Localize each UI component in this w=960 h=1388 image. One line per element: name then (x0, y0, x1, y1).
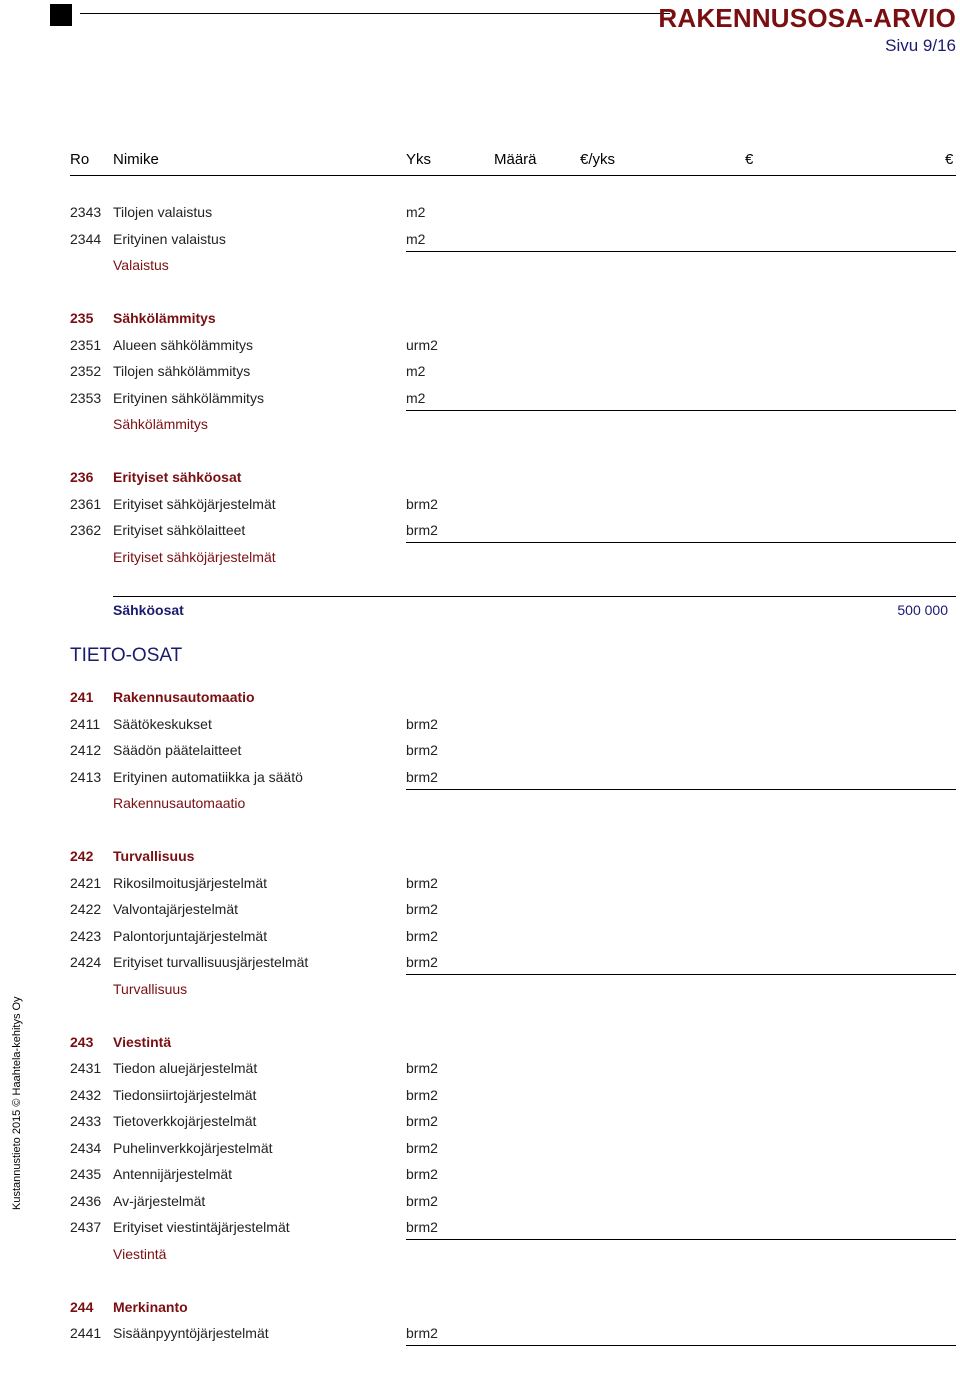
subtotal-row (0, 253, 960, 279)
col-header-grand-total: € (945, 151, 954, 168)
row-unit: brm2 (406, 927, 438, 944)
row-name: Tiedonsiirtojärjestelmät (113, 1086, 257, 1103)
group-number: 242 (70, 848, 94, 864)
row-unit: brm2 (406, 1219, 438, 1235)
row-number: 2434 (70, 1139, 102, 1156)
col-header-name: Nimike (113, 151, 159, 168)
row-number: 2413 (70, 768, 102, 785)
total-label: Sähköosat (113, 601, 184, 618)
table-row (0, 386, 960, 412)
group-heading (0, 306, 960, 332)
group-heading (0, 685, 960, 711)
table-row (0, 1321, 960, 1347)
row-name: Säädön päätelaitteet (113, 742, 242, 758)
table-row (0, 1056, 960, 1082)
row-name: Rikosilmoitusjärjestelmät (113, 874, 268, 891)
subtotal-row (0, 1242, 960, 1268)
group-name: Viestintä (113, 1033, 172, 1050)
group-heading (0, 1030, 960, 1056)
row-unit: brm2 (406, 1166, 438, 1182)
row-unit: brm2 (406, 495, 438, 512)
group-name: Sähkölämmitys (113, 310, 216, 326)
row-unit: brm2 (406, 522, 438, 538)
table-row (0, 227, 960, 253)
row-name: Erityiset sähköjärjestelmät (113, 495, 276, 512)
group-name: Rakennusautomaatio (113, 689, 255, 705)
col-header-total: € (745, 151, 754, 168)
row-number: 2423 (70, 927, 102, 944)
row-name: Säätökeskukset (113, 715, 212, 732)
row-unit: brm2 (406, 1086, 438, 1103)
group-number: 235 (70, 310, 94, 326)
table-row (0, 1083, 960, 1109)
row-name: Erityinen valaistus (113, 230, 226, 247)
row-unit: m2 (406, 363, 426, 379)
row-number: 2437 (70, 1219, 102, 1235)
col-header-ro: Ro (70, 151, 90, 168)
row-unit: m2 (406, 204, 426, 220)
logo-square (50, 4, 72, 26)
table-row (0, 518, 960, 544)
header-rule (80, 13, 670, 14)
subtotal-label: Sähkölämmitys (113, 416, 208, 432)
table-row (0, 492, 960, 518)
row-name: Tietoverkkojärjestelmät (113, 1113, 257, 1129)
group-name: Merkinanto (113, 1298, 188, 1315)
group-heading (0, 844, 960, 870)
section-title (0, 645, 960, 671)
subtotal-row (0, 791, 960, 817)
row-unit: brm2 (406, 1139, 438, 1156)
row-unit: brm2 (406, 1192, 438, 1209)
row-unit: urm2 (406, 336, 438, 353)
table-row (0, 1162, 960, 1188)
row-unit: brm2 (406, 1060, 438, 1076)
row-name: Erityinen sähkölämmitys (113, 389, 264, 406)
subtotal-label: Erityiset sähköjärjestelmät (113, 548, 276, 565)
table-row (0, 765, 960, 791)
col-header-unit-price: €/yks (580, 151, 616, 168)
row-number: 2432 (70, 1086, 102, 1103)
header-rule-columns (70, 175, 956, 176)
row-name: Av-järjestelmät (113, 1192, 206, 1209)
group-number: 236 (70, 469, 94, 485)
row-name: Antennijärjestelmät (113, 1166, 233, 1182)
subtotal-label: Rakennusautomaatio (113, 795, 246, 811)
total-value: 500 000 (897, 601, 948, 618)
row-unit: brm2 (406, 1113, 438, 1129)
col-header-unit: Yks (406, 151, 432, 168)
row-number: 2435 (70, 1166, 102, 1182)
table-row (0, 359, 960, 385)
total-row (0, 598, 960, 624)
row-number: 2412 (70, 742, 102, 758)
row-unit: brm2 (406, 901, 438, 917)
table-row (0, 1136, 960, 1162)
subtotal-label: Viestintä (113, 1245, 167, 1262)
row-number: 2362 (70, 522, 102, 538)
table-row (0, 871, 960, 897)
row-unit: brm2 (406, 742, 438, 758)
row-number: 2343 (70, 204, 102, 220)
row-number: 2424 (70, 954, 102, 970)
section-name: TIETO-OSAT (70, 644, 183, 666)
row-number: 2411 (70, 715, 101, 732)
subtotal-row (0, 545, 960, 571)
subtotal-label: Turvallisuus (113, 980, 188, 997)
group-name: Turvallisuus (113, 848, 195, 864)
total-rule (113, 596, 956, 597)
row-name: Alueen sähkölämmitys (113, 336, 254, 353)
row-unit: brm2 (406, 954, 438, 970)
row-number: 2421 (70, 874, 102, 891)
row-number: 2422 (70, 901, 102, 917)
row-unit: m2 (406, 389, 426, 406)
row-number: 2441 (70, 1325, 102, 1341)
group-number: 243 (70, 1033, 94, 1050)
row-name: Erityiset turvallisuusjärjestelmät (113, 954, 309, 970)
row-number: 2433 (70, 1113, 102, 1129)
group-heading (0, 1295, 960, 1321)
table-row (0, 200, 960, 226)
row-number: 2436 (70, 1192, 102, 1209)
row-name: Erityiset viestintäjärjestelmät (113, 1219, 290, 1235)
row-name: Valvontajärjestelmät (113, 901, 239, 917)
table-row (0, 950, 960, 976)
table-row (0, 738, 960, 764)
row-unit: m2 (406, 230, 426, 247)
table-row (0, 897, 960, 923)
row-name: Tilojen valaistus (113, 204, 213, 220)
row-name: Tiedon aluejärjestelmät (113, 1060, 258, 1076)
page-number: Sivu 9/16 (885, 36, 956, 55)
group-number: 241 (70, 689, 94, 705)
table-row (0, 1109, 960, 1135)
table-row (0, 1215, 960, 1241)
subtotal-row (0, 977, 960, 1003)
col-header-amount: Määrä (494, 151, 537, 168)
group-number: 244 (70, 1298, 94, 1315)
row-name: Sisäänpyyntöjärjestelmät (113, 1325, 269, 1341)
row-name: Palontorjuntajärjestelmät (113, 927, 268, 944)
subtotal-row (0, 412, 960, 438)
row-unit: brm2 (406, 768, 438, 785)
row-unit: brm2 (406, 874, 438, 891)
row-number: 2431 (70, 1060, 102, 1076)
side-credit: Kustannustieto 2015 © Haahtela-kehitys Oy (11, 996, 23, 1210)
row-number: 2344 (70, 230, 102, 247)
row-number: 2361 (70, 495, 102, 512)
group-heading (0, 465, 960, 491)
subtotal-label: Valaistus (113, 257, 169, 273)
row-number: 2351 (70, 336, 102, 353)
table-row (0, 333, 960, 359)
row-name: Erityinen automatiikka ja säätö (113, 768, 303, 785)
row-name: Puhelinverkkojärjestelmät (113, 1139, 273, 1156)
row-number: 2353 (70, 389, 102, 406)
table-row (0, 712, 960, 738)
row-name: Erityiset sähkölaitteet (113, 522, 246, 538)
document-title: RAKENNUSOSA-ARVIO (658, 3, 956, 33)
row-name: Tilojen sähkölämmitys (113, 363, 251, 379)
row-unit: brm2 (406, 715, 438, 732)
group-name: Erityiset sähköosat (113, 469, 242, 485)
row-number: 2352 (70, 363, 102, 379)
table-row (0, 1189, 960, 1215)
row-unit: brm2 (406, 1325, 438, 1341)
table-row (0, 924, 960, 950)
